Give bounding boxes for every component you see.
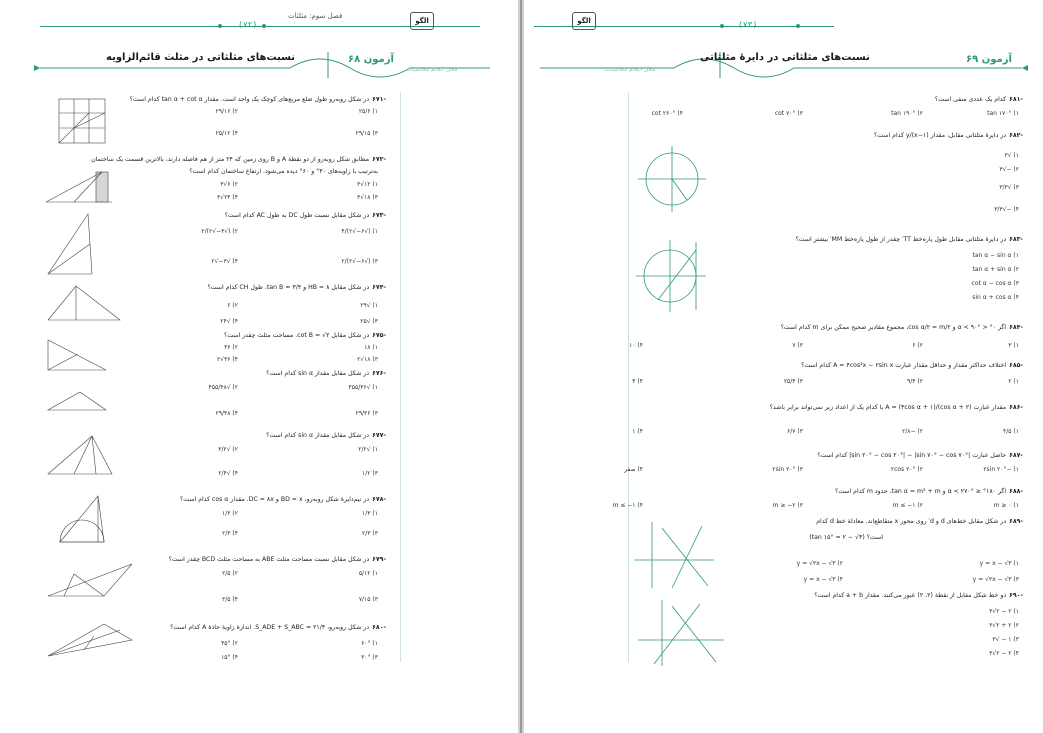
exam-header — [534, 50, 1029, 78]
grid-figure — [58, 98, 106, 144]
header-text: فصل سوم: مثلثات — [288, 12, 343, 20]
triangle-figure — [44, 282, 124, 326]
question-text: در شکل مقابل HB = ۸ و tan B = ۳/۴، طول CH کدام است؟ — [207, 284, 370, 291]
semicircle-figure — [56, 492, 108, 546]
question-text: اگر ۰° < α < ۹۰° و cos α/۲ = m/۲، مجموع مقادیر صحیح ممکن برای m کدام است؟ — [780, 324, 1007, 331]
option[interactable]: ۴) ۱ — [632, 428, 643, 435]
option[interactable]: ۳) (√۶−√۲)/۲ — [341, 258, 378, 265]
option[interactable]: ۳) y = √۳x − √۳ — [972, 576, 1019, 583]
option[interactable]: ۱) √۲/۲ — [358, 446, 378, 453]
option[interactable]: ۴) y = x − √۳ — [803, 576, 843, 583]
question-681 — [935, 96, 1023, 104]
option[interactable]: ۱) −۲sin ۲۰° — [983, 466, 1019, 473]
question-text: در شکل مقابل نسبت مساحت مثلث ABE به مساحت مثلث BCD چقدر است؟ — [168, 556, 370, 563]
question-682 — [874, 132, 1023, 140]
question-text: در شکل روبه‌رو، S_ADE + S_ABC = ۲۱/۴. اندازهٔ زاویهٔ حادهٔ A کدام است؟ — [170, 624, 370, 631]
option[interactable]: ۱) ۲ — [1008, 378, 1019, 385]
option[interactable]: ۳) cot ۷۰° — [774, 110, 803, 117]
question-text: در شکل مقابل خط‌های d و d′ روی محور x متقاطع‌اند. معادلهٔ خط d کدام — [816, 518, 1007, 525]
option[interactable]: ۴) ۲/۳ — [222, 530, 238, 537]
triangle-figure — [44, 210, 98, 278]
question-text-line2: به‌ترتیب با زاویه‌های ۳۰° و ۶۰° دیده می‌شود. ارتفاع ساختمان کدام است؟ — [189, 168, 378, 175]
option[interactable]: ۴) صفر — [624, 466, 643, 473]
triangle-figure — [44, 432, 116, 478]
option[interactable]: ۳) ۱۸√۳ — [357, 194, 378, 201]
question-684 — [781, 324, 1023, 332]
option[interactable]: ۴) √۳−√۲ — [211, 258, 238, 265]
triangle-figure — [44, 560, 136, 600]
option[interactable]: ۱) ۴/۵ — [1003, 428, 1019, 435]
option[interactable]: ۳) cot α − cos α — [971, 280, 1019, 287]
option[interactable]: ۳) ۷ — [792, 342, 803, 349]
option[interactable]: ۲) ۶√۳ — [220, 181, 238, 188]
option[interactable]: ۴) ۲۴√۳ — [217, 194, 238, 201]
building-figure — [44, 166, 114, 206]
question-number: -۶۸۸ — [1009, 488, 1023, 495]
option[interactable]: ۴) ۲۵/۱۲ — [215, 130, 238, 137]
triangle-figure — [44, 620, 136, 660]
question-number: -۶۸۴ — [1009, 324, 1023, 331]
option[interactable]: ۱) ۲ − ۲√۳ — [989, 608, 1019, 615]
option[interactable]: ۲) ۶ — [227, 302, 238, 309]
option[interactable]: ۱) m ≥ ۰ — [993, 502, 1019, 509]
question-number: -۶۷۴ — [372, 284, 386, 291]
question-number: -۶۷۸ — [372, 496, 386, 503]
question-number: -۶۸۱ — [1009, 96, 1023, 103]
question-number: -۶۷۳ — [372, 212, 386, 219]
question-686 — [770, 404, 1023, 412]
option[interactable]: ۳) √۳/۳ — [999, 184, 1019, 191]
question-676 — [266, 370, 386, 378]
option[interactable]: ۴) ۴ — [632, 378, 643, 385]
option[interactable]: ۱) ۳ — [1008, 342, 1019, 349]
header-dot — [796, 24, 800, 28]
question-672 — [91, 156, 386, 164]
question-680 — [170, 624, 386, 632]
triangle-figure — [44, 388, 110, 414]
option[interactable]: ۲) ۲۹/۱۶ — [215, 108, 238, 115]
option[interactable]: ۳) ۱ − √۳ — [992, 636, 1019, 643]
option[interactable]: ۳) ۳۰° — [361, 654, 378, 661]
option[interactable]: ۲) y = √۳x − √۳ — [796, 560, 843, 567]
option[interactable]: ۴) ۳۶√۲ — [217, 356, 238, 363]
question-text: اختلاف حداکثر مقدار و حداقل مقدار عبارت A = ۴cos²x − ۲sin x کدام است؟ — [801, 362, 1007, 369]
option[interactable]: ۱) √۴۵۵/۳۶ — [348, 384, 378, 391]
margin-rule — [628, 92, 629, 662]
option[interactable]: ۲) ۶ — [912, 342, 923, 349]
triangle-figure — [44, 334, 110, 374]
option[interactable]: ۱) tan α − sin α — [972, 252, 1019, 259]
option[interactable]: ۲) ۱/۳ — [222, 510, 238, 517]
question-number: -۶۸۰ — [372, 624, 386, 631]
question-677 — [266, 432, 386, 440]
question-number: -۶۷۵ — [372, 332, 386, 339]
brand-logo: الگو — [572, 12, 596, 30]
option[interactable]: ۱) ۱۸ — [364, 344, 378, 351]
question-number: -۶۷۲ — [372, 156, 386, 163]
question-679 — [169, 556, 386, 564]
question-text: مطابق شکل روبه‌رو از دو نقطهٔ A و B روی زمین که ۲۴ متر از هم فاصله دارند، بالاترین قسمت یک ساختمان — [91, 156, 370, 163]
lines-figure — [632, 520, 716, 590]
question-text: در دایرهٔ مثلثاتی مقابل طول پاره‌خط TT′ چقدر از طول پاره‌خط MM′ بیشتر است؟ — [795, 236, 1007, 243]
question-number: -۶۸۳ — [1009, 236, 1023, 243]
exam-title: نسبت‌های مثلثاتی در دایرهٔ مثلثاتی — [700, 52, 870, 63]
question-text: دو خط شکل مقابل از نقطهٔ (۲، ۲) عبور می‌کنند. مقدار a + b کدام است؟ — [814, 592, 1007, 599]
question-number: -۶۸۵ — [1009, 362, 1023, 369]
option[interactable]: ۲) tan ۱۹۰° — [891, 110, 923, 117]
option[interactable]: ۴) cot ۲۶۰° — [651, 110, 683, 117]
option[interactable]: ۴) √۲۴ — [220, 318, 238, 325]
option[interactable]: ۲) m ≤ −۱ — [892, 502, 923, 509]
option[interactable]: ۲) (√۳−√۲)/۲ — [201, 228, 238, 235]
unit-circle-figure — [634, 144, 710, 214]
unit-circle-figure — [634, 236, 710, 314]
option[interactable]: ۴) m ≤ −۱ — [612, 502, 643, 509]
option[interactable]: ۲) ۲ + ۲√۳ — [989, 622, 1019, 629]
question-text-line2: است؟ (tan ۱۵° = ۲ − √۳) — [809, 534, 883, 541]
option[interactable]: ۳) ۱۸√۲ — [357, 356, 378, 363]
question-text: در شکل مقابل مقدار sin α کدام است؟ — [266, 432, 370, 439]
question-number: -۶۷۹ — [372, 556, 386, 563]
option[interactable]: ۲) −√۳ — [999, 166, 1019, 173]
option[interactable]: ۱) √۳ — [1004, 152, 1019, 159]
option[interactable]: ۲) ۲cos ۲۰° — [890, 466, 923, 473]
option[interactable]: ۳) ۷/۱۵ — [358, 596, 378, 603]
question-text: در شکل مقابل مقدار sin α کدام است؟ — [266, 370, 370, 377]
lines-figure — [636, 598, 726, 668]
option[interactable]: ۴) −√۳/۳ — [994, 206, 1019, 213]
question-number: -۶۸۲ — [1009, 132, 1023, 139]
option[interactable]: ۲) ۲/۵ — [222, 570, 238, 577]
question-685 — [801, 362, 1023, 370]
scratch-label: محل انجام محاسبات — [406, 66, 458, 73]
exam-title: نسبت‌های مثلثاتی در مثلث قائم‌الزاویه — [106, 52, 296, 63]
question-number: -۶۸۹ — [1009, 518, 1023, 525]
question-675 — [224, 332, 386, 340]
question-text: در نیم‌دایرهٔ شکل روبه‌رو، BD = x و DC = ۸x. مقدار cos α کدام است؟ — [179, 496, 370, 503]
option[interactable]: ۱) ۵/۱۲ — [358, 570, 378, 577]
page-number: (۷۳) — [738, 20, 758, 29]
option[interactable]: ۱) y = x − √۳ — [979, 560, 1019, 567]
option[interactable]: ۳) √۲۵ — [360, 318, 378, 325]
option[interactable]: ۱) (√۶−√۲)/۴ — [341, 228, 378, 235]
question-683 — [795, 236, 1023, 244]
scratch-label: محل انجام محاسبات — [604, 66, 656, 73]
question-text: اگر ۱۸۰° ≤ α < ۲۷۰° و tan α = m² + m، حدود m کدام است؟ — [834, 488, 1007, 495]
question-689 — [816, 518, 1023, 526]
option[interactable]: ۴) ۲۹/۴۸ — [215, 410, 238, 417]
option[interactable]: ۲) √۴۵۵/۴۸ — [208, 384, 238, 391]
question-number: -۶۷۷ — [372, 432, 386, 439]
option[interactable]: ۱) ۶۰° — [361, 640, 378, 647]
left-page — [0, 0, 518, 733]
option[interactable]: ۳) m ≥ −۲ — [772, 502, 803, 509]
header-dot — [262, 24, 266, 28]
question-673 — [225, 212, 386, 220]
question-687 — [817, 452, 1023, 460]
option[interactable]: ۴) ۱۰ — [629, 342, 643, 349]
option[interactable]: ۱) ۲۵/۶ — [358, 108, 378, 115]
option[interactable]: ۱) tan ۱۷۰° — [987, 110, 1019, 117]
question-688 — [835, 488, 1023, 496]
option[interactable]: ۲) ۴۵° — [221, 640, 238, 647]
option[interactable]: ۱) √۲۹ — [360, 302, 378, 309]
question-number: -۶۷۶ — [372, 370, 386, 377]
option[interactable]: ۴) sin α + cos α — [972, 294, 1019, 301]
option[interactable]: ۳) ۲/۳ — [362, 530, 378, 537]
option[interactable]: ۱) ۱/۳ — [362, 510, 378, 517]
question-text: در شکل مقابل cot B = √۲. مساحت مثلث چقدر است؟ — [223, 332, 370, 339]
question-690 — [814, 592, 1023, 600]
option[interactable]: ۳) ۱/۲ — [362, 470, 378, 477]
question-text: در دایرهٔ مثلثاتی مقابل، مقدار y/(x−۱) کدام است؟ — [873, 132, 1007, 139]
option[interactable]: ۲) √۳/۲ — [218, 446, 238, 453]
header-dot — [720, 24, 724, 28]
option[interactable]: ۳) ۲sin ۲۰° — [772, 466, 803, 473]
option[interactable]: ۳) ۶/۷ — [787, 428, 803, 435]
option[interactable]: ۱) ۱۲√۳ — [357, 181, 378, 188]
header-dot — [218, 24, 222, 28]
option[interactable]: ۲) −۲/۸ — [902, 428, 923, 435]
question-678 — [180, 496, 386, 504]
question-number: -۶۹۰ — [1009, 592, 1023, 599]
exam-number: آزمون ۶۹ — [966, 54, 1012, 65]
option[interactable]: ۳) ۲۹/۳۶ — [355, 410, 378, 417]
option[interactable]: ۳) ۲۵/۴ — [783, 378, 803, 385]
option[interactable]: ۴) ۱۵° — [221, 654, 238, 661]
question-text: کدام یک عددی منفی است؟ — [934, 96, 1007, 103]
exam-number: آزمون ۶۸ — [348, 54, 394, 65]
question-674 — [207, 284, 386, 292]
right-page — [524, 0, 1043, 733]
question-text: در شکل روبه‌رو طول ضلع مربع‌های کوچک یک واحد است. مقدار tan α + cot α کدام است؟ — [129, 96, 370, 103]
question-671 — [130, 96, 386, 104]
option[interactable]: ۲) ۳۶ — [224, 344, 238, 351]
question-text: حاصل عبارت |sin ۲۰° − cos ۲۰°| − |sin ۷۰° − cos ۷۰°| کدام است؟ — [817, 452, 1007, 459]
option[interactable]: ۲) tan α + sin α — [972, 266, 1019, 273]
question-text: مقدار عبارت A = (۳cos α + ۱)/(cos α + ۲) با کدام یک از اعداد زیر نمی‌تواند برابر باشد؟ — [769, 404, 1007, 411]
option[interactable]: ۳) ۲۹/۱۵ — [355, 130, 378, 137]
question-text: در شکل مقابل نسبت طول DC به طول AC کدام است؟ — [224, 212, 370, 219]
question-number: -۶۸۷ — [1009, 452, 1023, 459]
question-number: -۶۷۱ — [372, 96, 386, 103]
question-number: -۶۸۶ — [1009, 404, 1023, 411]
page-number: (۷۲) — [238, 20, 258, 29]
option[interactable]: ۲) ۹/۴ — [907, 378, 923, 385]
brand-logo: الگو — [410, 12, 434, 30]
exam-header — [30, 50, 500, 78]
option[interactable]: ۴) ۳/۵ — [222, 596, 238, 603]
option[interactable]: ۴) ۲ − ۲√۳ — [989, 650, 1019, 657]
option[interactable]: ۴) √۲/۴ — [218, 470, 238, 477]
margin-rule — [400, 92, 401, 662]
